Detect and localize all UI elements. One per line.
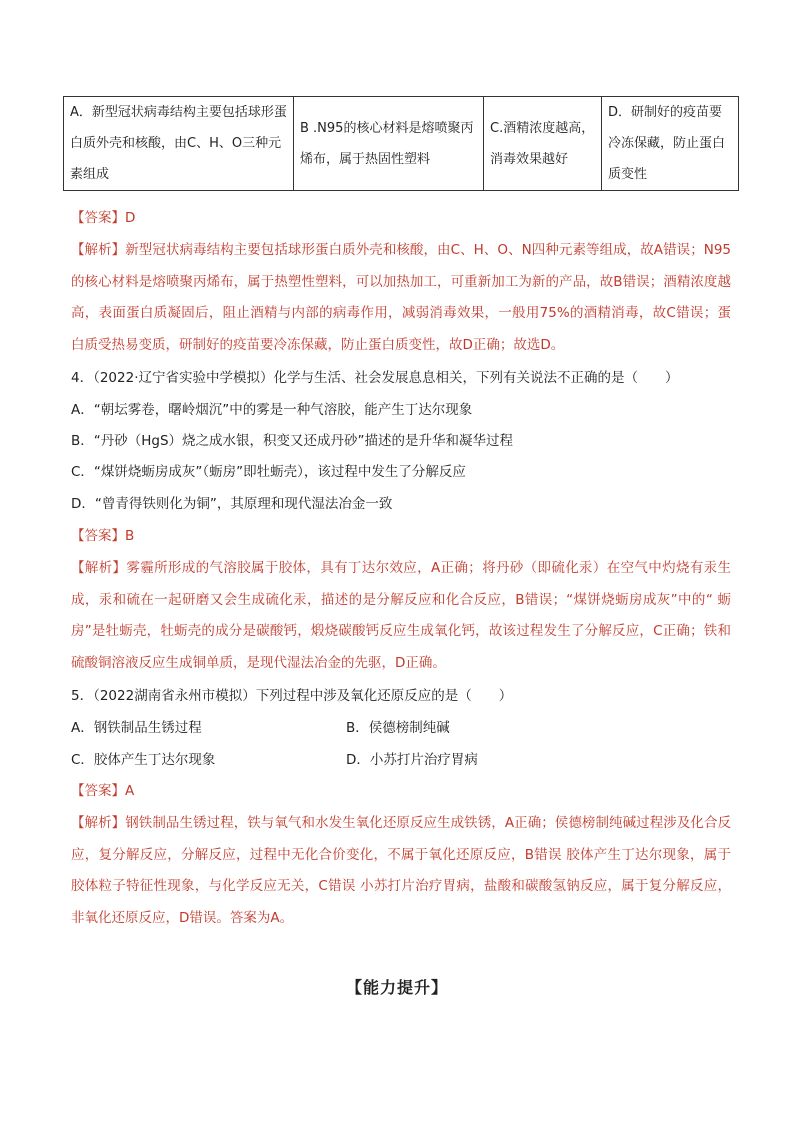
answer-value: A xyxy=(125,783,135,799)
answer-value: D xyxy=(125,210,136,226)
q5-stem: 5．（2022湖南省永州市模拟）下列过程中涉及氧化还原反应的是（ ） xyxy=(71,688,513,704)
q5-option-d: D．小苏打片治疗胃病 xyxy=(346,752,478,768)
q4-stem: 4．（2022·辽宁省实验中学模拟）化学与生活、社会发展息息相关，下列有关说法不正确的是（ ） xyxy=(71,370,679,386)
q4-option-d: D．“曾青得铁则化为铜”，其原理和现代湿法冶金一致 xyxy=(71,496,393,512)
option-c-cell: C.酒精浓度越高，消毒效果越好 xyxy=(484,97,602,191)
analysis-text: 钢铁制品生锈过程，铁与氧气和水发生氧化还原反应生成铁锈，A正确；侯德榜制纯碱过程涉及化合反应，复分解反应，分解反应，过程中无化合价变化，不属于氧化还原反应，B错误 胶体产生丁达尔现象，属于胶体粒子特征性现象，与化学反应无关，C错误 小苏打片治疗胃病，盐酸和碳酸氢钠反应，属于复分解反应，非氧化还原反应，D错误。答案为A。 xyxy=(71,815,732,926)
q3-answer xyxy=(71,208,135,228)
q4-option-a: A．“朝坛雾卷，曙岭烟沉”中的雾是一种气溶胶，能产生丁达尔现象 xyxy=(71,402,473,418)
q5-option-c: C．胶体产生丁达尔现象 xyxy=(71,752,216,768)
q5-option-b: B．侯德榜制纯碱 xyxy=(346,720,450,736)
q5-answer xyxy=(71,781,134,801)
answer-label: 【答案】 xyxy=(71,783,125,799)
answer-value: B xyxy=(125,528,135,544)
analysis-text: 雾霾所形成的气溶胶属于胶体，具有丁达尔效应，A正确；将丹砂（即硫化汞）在空气中灼烧有汞生成，汞和硫在一起研磨又会生成硫化汞，描述的是分解反应和化合反应，B错误；“煤饼烧蛎房成灰”中的“ 蛎房”是牡蛎壳，牡蛎壳的成分是碳酸钙，煅烧碳酸钙反应生成氧化钙，故该过程发生了分解反应，C正确；铁和硫酸铜溶液反应生成铜单质，是现代湿法冶金的先驱，D正确。 xyxy=(71,560,732,671)
options-table xyxy=(63,96,739,191)
analysis-text: 新型冠状病毒结构主要包括球形蛋白质外壳和核酸，由C、H、O、N四种元素等组成，故A错误；N95的核心材料是熔喷聚丙烯布，属于热塑性塑料，可以加热加工，可重新加工为新的产品，故B错误；酒精浓度越高，表面蛋白质凝固后，阻止酒精与内部的病毒作用，减弱消毒效果，一般用75%的酒精消毒，故C错误；蛋白质受热易变质，研制好的疫苗要冷冻保藏，防止蛋白质变性，故D正确；故选D。 xyxy=(71,242,731,353)
q4-option-b: B．“丹砂（HgS）烧之成水银，积变又还成丹砂”描述的是升华和凝华过程 xyxy=(71,433,514,449)
section-title: 【能力提升】 xyxy=(345,978,448,997)
q5-option-a: A．钢铁制品生锈过程 xyxy=(71,720,202,736)
answer-label: 【答案】 xyxy=(71,210,125,226)
analysis-label: 【解析】 xyxy=(71,815,126,831)
q5-analysis xyxy=(71,808,731,934)
analysis-label: 【解析】 xyxy=(71,242,126,258)
q3-analysis xyxy=(71,235,731,361)
q4-option-c: C．“煤饼烧蛎房成灰”（蛎房”即牡蛎壳），该过程中发生了分解反应 xyxy=(71,464,466,480)
option-a-cell: A．新型冠状病毒结构主要包括球形蛋白质外壳和核酸，由C、H、O三种元素组成 xyxy=(64,97,294,191)
q4-answer xyxy=(71,526,134,546)
option-d-cell: D．研制好的疫苗要冷冻保藏，防止蛋白质变性 xyxy=(602,97,739,191)
answer-label: 【答案】 xyxy=(71,528,125,544)
option-b-cell: B .N95的核心材料是熔喷聚丙烯布，属于热固性塑料 xyxy=(294,97,484,191)
q4-analysis xyxy=(71,553,731,679)
analysis-label: 【解析】 xyxy=(71,560,127,576)
table-row xyxy=(64,97,739,191)
